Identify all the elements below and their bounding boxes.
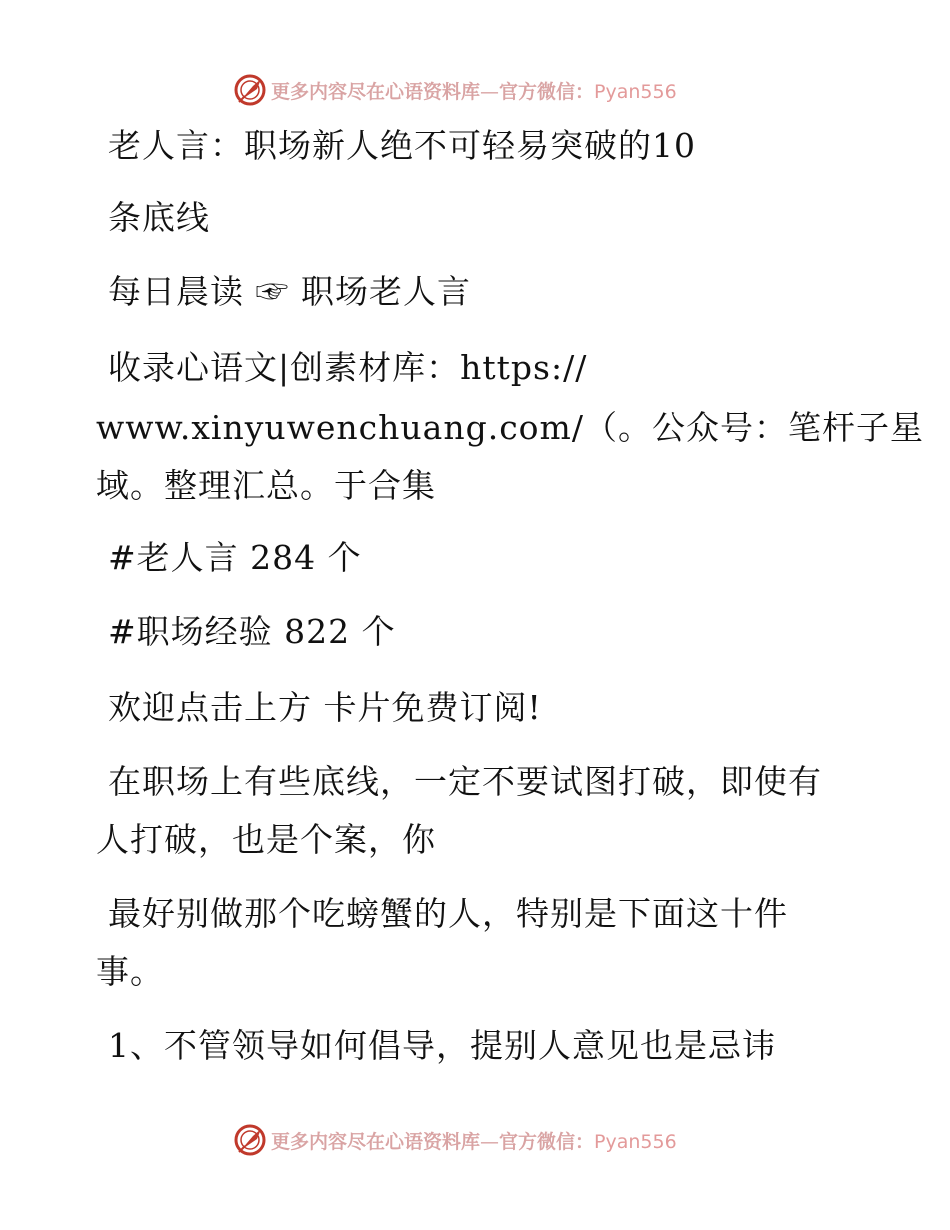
watermark-wechat-id: Pyan556 (594, 80, 677, 103)
list-item-1: 1、不管领导如何倡导，提别人意见也是忌讳 (108, 1026, 776, 1065)
source-line3: 域。整理汇总。于合集 (96, 466, 436, 505)
paragraph2-line1: 最好别做那个吃螃蟹的人，特别是下面这十件 (108, 894, 788, 933)
subscribe-line: 欢迎点击上方 卡片免费订阅! (108, 688, 542, 727)
watermark-wechat-label: 官方微信： (499, 1130, 595, 1153)
header-watermark (233, 72, 753, 108)
watermark-wechat-id: Pyan556 (594, 1130, 677, 1153)
paragraph1-line1: 在职场上有些底线，一定不要试图打破，即使有 (108, 762, 822, 801)
paragraph1-line2: 人打破，也是个案，你 (96, 820, 436, 859)
watermark-separator: — (480, 80, 500, 103)
watermark-separator: — (480, 1130, 500, 1153)
quill-logo-icon (233, 73, 267, 107)
source-line1: 收录心语文|创素材库：https:// (108, 348, 588, 387)
article-title-line2: 条底线 (108, 198, 210, 237)
watermark-text (271, 77, 677, 104)
watermark-text (271, 1127, 677, 1154)
footer-watermark (233, 1122, 753, 1158)
watermark-main: 更多内容尽在心语资料库 (271, 80, 481, 103)
quill-logo-icon (233, 1123, 267, 1157)
tag-zhichang: #职场经验 822 个 (108, 612, 396, 651)
watermark-main: 更多内容尽在心语资料库 (271, 1130, 481, 1153)
tag-laorenyan: #老人言 284 个 (108, 538, 362, 577)
watermark-wechat-label: 官方微信： (499, 80, 595, 103)
source-line2: www.xinyuwenchuang.com/（。公众号：笔杆子星 (96, 408, 924, 447)
article-title-line1: 老人言：职场新人绝不可轻易突破的10 (108, 126, 696, 165)
paragraph2-line2: 事。 (96, 952, 164, 991)
column-line: 每日晨读 ☞ 职场老人言 (108, 272, 471, 311)
